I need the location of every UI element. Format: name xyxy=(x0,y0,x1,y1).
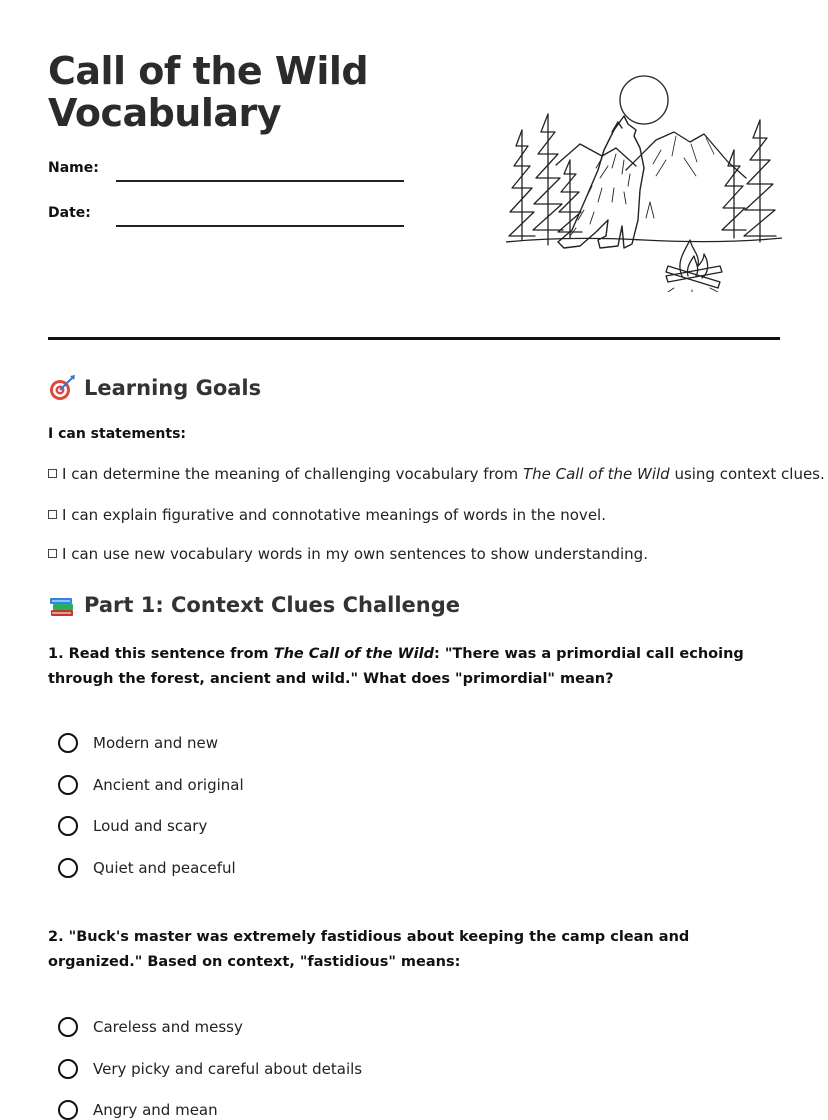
title-line-2: Vocabulary xyxy=(48,91,282,135)
radio-button[interactable] xyxy=(58,1017,78,1037)
i-can-statements-label: I can statements: xyxy=(48,426,187,442)
target-icon xyxy=(48,374,76,402)
goal-item: I can determine the meaning of challenging vocabulary from The Call of the Wild using context clues. xyxy=(48,465,825,483)
worksheet-title xyxy=(48,50,368,134)
q2-option-c[interactable]: Angry and mean xyxy=(58,1100,218,1120)
radio-button[interactable] xyxy=(58,1059,78,1079)
checkbox-icon[interactable] xyxy=(48,549,57,558)
q1-option-a[interactable]: Modern and new xyxy=(58,733,218,753)
wolf-howling-illustration xyxy=(506,70,782,292)
learning-goals-title: Learning Goals xyxy=(84,376,262,400)
part1-title: Part 1: Context Clues Challenge xyxy=(84,593,461,617)
radio-button[interactable] xyxy=(58,1100,78,1120)
radio-button[interactable] xyxy=(58,858,78,878)
q1-option-c[interactable]: Loud and scary xyxy=(58,816,207,836)
pine-tree-icon xyxy=(509,114,582,245)
question-2: 2. "Buck's master was extremely fastidious about keeping the camp clean and organized." Based on context, "fastidious" means: xyxy=(48,929,690,970)
q1-option-b[interactable]: Ancient and original xyxy=(58,775,244,795)
title-line-1: Call of the Wild xyxy=(48,49,369,93)
name-line[interactable] xyxy=(116,180,404,182)
radio-button[interactable] xyxy=(58,733,78,753)
books-icon xyxy=(48,591,76,619)
pine-tree-icon xyxy=(646,120,776,242)
name-label: Name: xyxy=(48,160,99,176)
part1-heading xyxy=(48,591,460,619)
radio-button[interactable] xyxy=(58,816,78,836)
date-line[interactable] xyxy=(116,225,404,227)
novel-title: The Call of the Wild xyxy=(273,646,434,662)
novel-title: The Call of the Wild xyxy=(522,465,670,483)
q1-option-d[interactable]: Quiet and peaceful xyxy=(58,858,236,878)
date-label: Date: xyxy=(48,205,91,221)
moon-icon xyxy=(620,76,668,124)
section-divider xyxy=(48,337,780,340)
q2-option-b[interactable]: Very picky and careful about details xyxy=(58,1059,362,1079)
checkbox-icon[interactable] xyxy=(48,510,57,519)
checkbox-icon[interactable] xyxy=(48,469,57,478)
learning-goals-heading xyxy=(48,374,261,402)
goal-item: I can use new vocabulary words in my own sentences to show understanding. xyxy=(48,545,648,563)
q2-option-a[interactable]: Careless and messy xyxy=(58,1017,243,1037)
campfire-icon xyxy=(666,240,722,292)
question-1: 1. Read this sentence from The Call of the Wild: "There was a primordial call echoing through the forest, ancient and wild." What does "primordial" mean? xyxy=(48,646,744,687)
wolf-icon xyxy=(558,116,644,248)
goal-item: I can explain figurative and connotative meanings of words in the novel. xyxy=(48,506,606,524)
radio-button[interactable] xyxy=(58,775,78,795)
